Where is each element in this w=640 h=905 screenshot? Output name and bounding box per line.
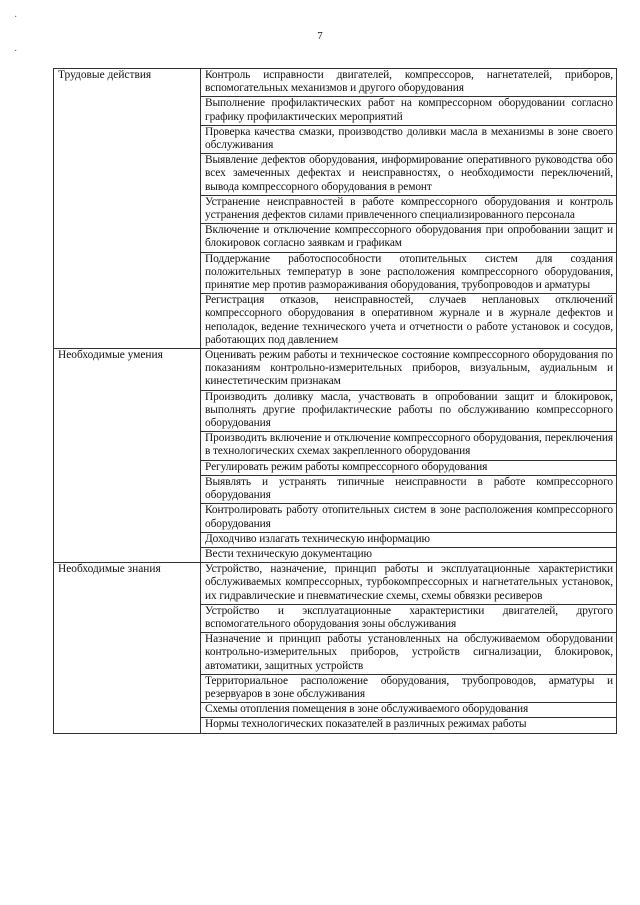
scan-mark-top: · <box>14 12 18 23</box>
scan-mark-left: · <box>14 46 18 57</box>
requirement-cell: Выполнение профилактических работ на компрессорном оборудовании согласно графику профилактических мероприятий <box>201 97 617 125</box>
requirement-cell: Регулировать режим работы компрессорного оборудования <box>201 460 617 475</box>
requirement-cell: Вести техническую документацию <box>201 547 617 562</box>
requirement-cell: Доходчиво излагать техническую информацию <box>201 532 617 547</box>
requirement-cell: Выявлять и устранять типичные неисправности в работе компрессорного оборудования <box>201 475 617 503</box>
requirement-cell: Производить доливку масла, участвовать в опробовании защит и блокировок, выполнять другие профилактические работы по обслуживанию компрессорного оборудования <box>201 390 617 432</box>
category-cell: Трудовые действия <box>54 69 201 349</box>
requirement-cell: Проверка качества смазки, производство доливки масла в механизмы в зоне своего обслуживания <box>201 125 617 153</box>
category-cell: Необходимые знания <box>54 563 201 733</box>
requirement-cell: Производить включение и отключение компрессорного оборудования, переключения в технологических схемах закрепленного оборудования <box>201 432 617 460</box>
requirement-cell: Назначение и принцип работы установленных на обслуживаемом оборудовании контрольно-измерительных приборов, устройств сигнализации, блокировок, автоматики, защитных устройств <box>201 633 617 675</box>
requirement-cell: Устройство, назначение, принцип работы и эксплуатационные характеристики обслуживаемых компрессорных, турбокомпрессорных и нагнетательных установок, их гидравлические и пневматические схемы, схемы обвязки ресиверов <box>201 563 617 605</box>
requirement-cell: Устранение неисправностей в работе компрессорного оборудования и контроль устранения дефектов силами привлеченного специализированного персонала <box>201 195 617 223</box>
requirement-cell: Устройство и эксплуатационные характеристики двигателей, другого вспомогательного оборудования зоны обслуживания <box>201 604 617 632</box>
table-row <box>54 349 617 391</box>
requirement-cell: Регистрация отказов, неисправностей, случаев неплановых отключений компрессорного оборудования в оперативном журнале и в журнале дефектов и неполадок, ведение технического учета и отчетности о работе установок и сосудов, работающих под давлением <box>201 294 617 349</box>
requirement-cell: Включение и отключение компрессорного оборудования при опробовании защит и блокировок согласно заявкам и графикам <box>201 224 617 252</box>
requirement-cell: Выявление дефектов оборудования, информирование оперативного руководства обо всех замеченных дефектах и неисправностях, о необходимости переключений, вывода компрессорного оборудования в ремонт <box>201 154 617 196</box>
requirement-cell: Схемы отопления помещения в зоне обслуживаемого оборудования <box>201 703 617 718</box>
page-number: 7 <box>317 30 323 42</box>
requirement-cell: Оценивать режим работы и техническое состояние компрессорного оборудования по показаниям контрольно-измерительных приборов, визуальным, аудиальным и кинестетическим признакам <box>201 349 617 391</box>
table-row <box>54 563 617 605</box>
category-cell: Необходимые умения <box>54 349 201 563</box>
requirement-cell: Нормы технологических показателей в различных режимах работы <box>201 718 617 733</box>
requirement-cell: Поддержание работоспособности отопительных систем для создания положительных температур в зоне расположения компрессорного оборудования, принятие мер против размораживания оборудования, трубопроводов и арматуры <box>201 252 617 294</box>
requirement-cell: Контролировать работу отопительных систем в зоне расположения компрессорного оборудования <box>201 504 617 532</box>
table-row <box>54 69 617 97</box>
requirements-table <box>53 68 617 734</box>
requirements-table-body <box>54 69 617 734</box>
requirement-cell: Контроль исправности двигателей, компрессоров, нагнетателей, приборов, вспомогательных механизмов и другого оборудования <box>201 69 617 97</box>
requirement-cell: Территориальное расположение оборудования, трубопроводов, арматуры и резервуаров в зоне обслуживания <box>201 674 617 702</box>
